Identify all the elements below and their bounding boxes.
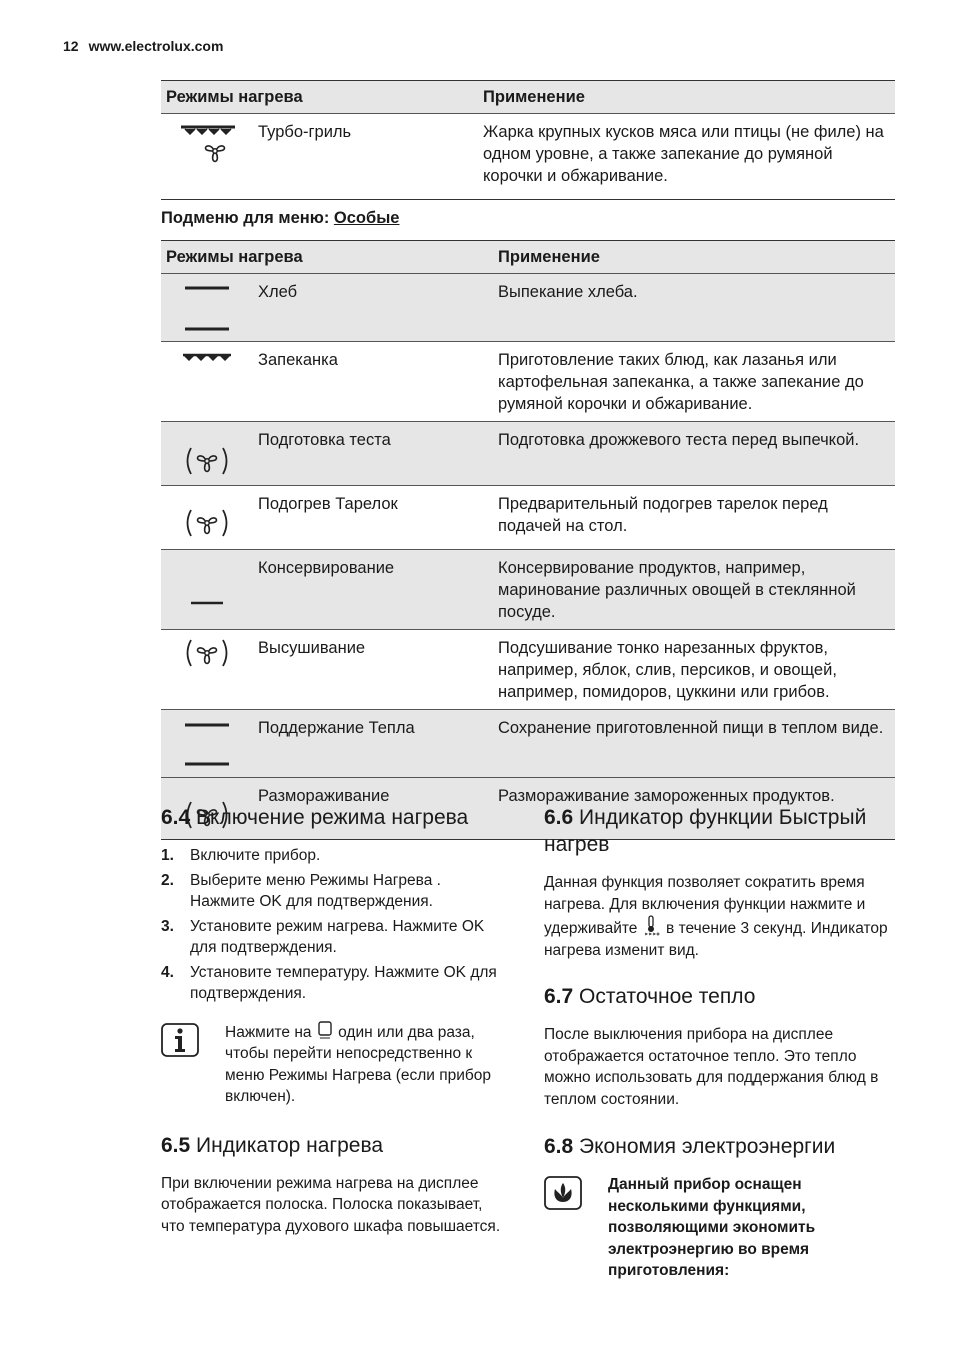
mode-name: Подготовка теста: [253, 422, 493, 486]
ring-fan-icon: [182, 635, 232, 671]
list-item: 4. Установите температуру. Нажмите OK для подтверждения.: [161, 963, 497, 1002]
info-icon: [161, 1023, 199, 1057]
turbo-grill-icon: [177, 121, 237, 171]
mode-name: Поддержание Тепла: [253, 710, 493, 778]
col-header-mode: Режимы нагрева: [161, 81, 478, 114]
list-item: 3. Установите режим нагрева. Нажмите OK для подтверждения.: [161, 917, 485, 956]
list-item: 1. Включите прибор.: [161, 847, 321, 864]
col-header-mode: Режимы нагрева: [161, 241, 493, 274]
table-row: [161, 114, 895, 200]
mode-name: Высушивание: [253, 630, 493, 710]
mode-name: Турбо-гриль: [253, 114, 478, 200]
mode-use: Подготовка дрожжевого теста перед выпечкой.: [493, 422, 895, 486]
steps-list: [161, 845, 506, 1005]
submenu-caption: [161, 209, 399, 228]
page-number: 12: [63, 38, 79, 54]
table-row: [161, 486, 895, 550]
page-header: [63, 38, 223, 54]
menu-button-icon: [316, 1021, 334, 1041]
grill-icon: [177, 349, 237, 369]
fast-heat-icon: [642, 915, 662, 937]
mode-use: Приготовление таких блюд, как лазанья или картофельная запеканка, а также запекание до румяной корочки и обжаривание.: [493, 342, 895, 422]
info-note: Нажмите на один или два раза, чтобы перейти непосредственно к меню Режимы Нагрева (если прибор включен).: [161, 1021, 506, 1108]
list-item: 2. Выберите меню Режимы Нагрева . Нажмите OK для подтверждения.: [161, 871, 441, 910]
col-header-use: Применение: [493, 241, 895, 274]
ring-fan-icon: [182, 505, 232, 541]
mode-use: Выпекание хлеба.: [493, 274, 895, 342]
table-row: [161, 550, 895, 630]
mode-name: Размораживание: [253, 778, 493, 840]
section-6-4-heading: 6.4 Включение режима нагрева: [161, 806, 469, 829]
table-row: [161, 342, 895, 422]
section-6-6-heading: 6.6 Индикатор функции Быстрый нагрев: [544, 806, 867, 856]
mode-name: Консервирование: [253, 550, 493, 630]
mode-use: Жарка крупных кусков мяса или птицы (не филе) на одном уровне, а также запекание до румяной корочки и обжаривание.: [478, 114, 895, 200]
col-header-use: Применение: [478, 81, 895, 114]
mode-use: Консервирование продуктов, например, маринование различных овощей в стеклянной посуде.: [493, 550, 895, 630]
section-6-5-heading: 6.5 Индикатор нагрева: [161, 1133, 384, 1157]
top-bottom-heat-icon: [177, 717, 237, 771]
mode-use: Предварительный подогрев тарелок перед подачей на стол.: [493, 486, 895, 550]
right-column: [544, 804, 896, 1282]
table-row: [161, 422, 895, 486]
table-row: [161, 274, 895, 342]
section-6-7-text: После выключения прибора на дисплее отображается остаточное тепло. Это тепло можно использовать для поддержания блюд в теплом состоянии.: [544, 1026, 879, 1108]
section-6-7-heading: 6.7 Остаточное тепло: [544, 985, 756, 1008]
mode-use: Подсушивание тонко нарезанных фруктов, например, яблок, слив, персиков, и овощей, например, помидоров, цуккини или грибов.: [493, 630, 895, 710]
mode-use: Размораживание замороженных продуктов.: [493, 778, 895, 840]
section-6-8-heading: 6.8 Экономия электроэнергии: [544, 1135, 836, 1158]
table-row: [161, 630, 895, 710]
site-url[interactable]: www.electrolux.com: [88, 38, 224, 54]
eco-note: Данный прибор оснащен несколькими функциями, позволяющими экономить электроэнергию во время приготовления:: [544, 1174, 896, 1282]
heating-modes-table: [161, 80, 895, 200]
table-row: [161, 710, 895, 778]
mode-name: Подогрев Тарелок: [253, 486, 493, 550]
submenu-prefix: Подменю для меню:: [161, 209, 334, 227]
eco-leaf-icon: [544, 1176, 582, 1210]
mode-use: Сохранение приготовленной пищи в теплом виде.: [493, 710, 895, 778]
mode-name: Запеканка: [253, 342, 493, 422]
top-bottom-heat-icon: [177, 281, 237, 335]
mode-name: Хлеб: [253, 274, 493, 342]
special-modes-table: [161, 240, 895, 840]
submenu-link[interactable]: Особые: [333, 209, 400, 227]
bottom-heat-icon: [177, 557, 237, 609]
left-column: [161, 804, 506, 1237]
section-6-5-text: При включении режима нагрева на дисплее отображается полоска. Полоска показывает, что температура духового шкафа повышается.: [161, 1174, 501, 1235]
ring-fan-icon: [182, 443, 232, 479]
section-6-6-text: Данная функция позволяет сократить время нагрева. Для включения функции нажмите и удерживайте в течение 3 секунд. Индикатор нагрева изменит вид.: [544, 874, 888, 959]
